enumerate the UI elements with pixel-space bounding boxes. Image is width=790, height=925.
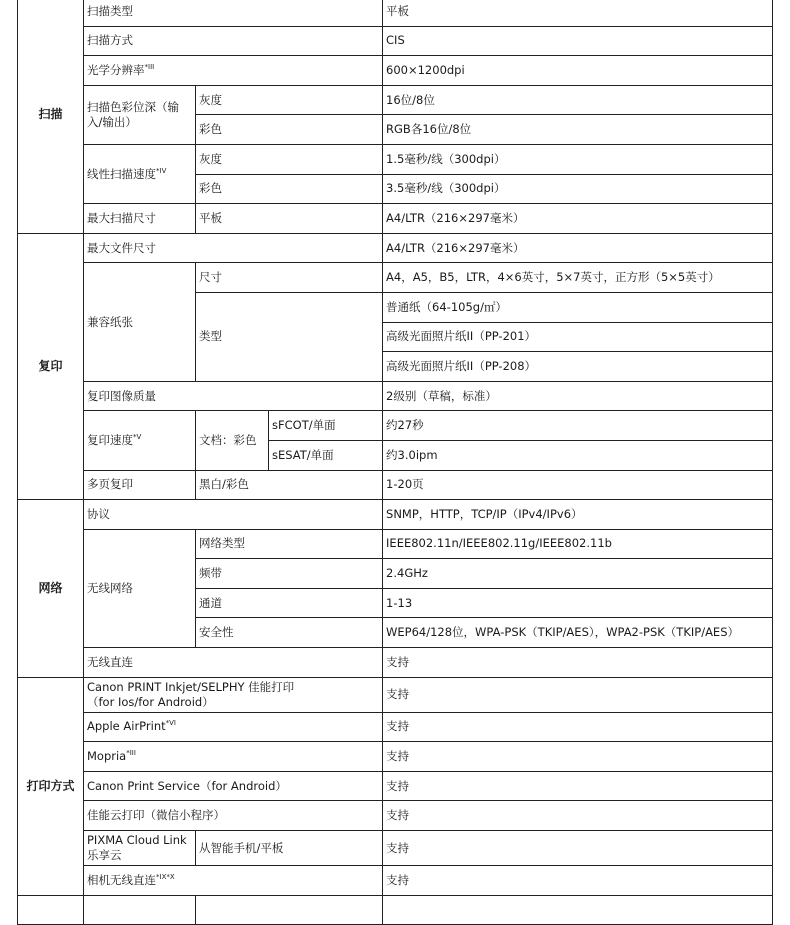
footnote-mark: *V [133,432,142,441]
table-row [18,263,773,293]
sub-label: 从智能手机/平板 [196,831,383,866]
sub-label: 安全性 [196,618,383,648]
spec-table [17,0,773,925]
table-row [18,771,773,801]
row-value: A4/LTR（216×297毫米） [383,233,773,263]
table-row [18,470,773,500]
row-value: IEEE802.11n/IEEE802.11g/IEEE802.11b [383,529,773,559]
table-row [18,56,773,86]
row-value: 1.5毫秒/线（300dpi） [383,144,773,174]
table-row [18,0,773,26]
row-value: 高级光面照片纸II（PP-201） [383,322,773,352]
footnote-mark: *VI [165,719,176,728]
row-label: 扫描方式 [84,26,383,56]
sub-label: 平板 [196,204,383,234]
label-line: Canon PRINT Inkjet/SELPHY 佳能打印 [87,679,295,694]
row-value: 支持 [383,712,773,742]
row-value: 支持 [383,771,773,801]
row-value: 普通纸（64-105g/㎡） [383,292,773,322]
row-value: 支持 [383,831,773,866]
row-label: 扫描类型 [84,0,383,26]
row-label: 无线网络 [84,529,196,647]
row-value: 平板 [383,0,773,26]
row-label [84,677,383,712]
table-row [18,831,773,866]
row-label: Canon Print Service（for Android） [84,771,383,801]
category-print-methods: 打印方式 [18,677,84,895]
category-scan: 扫描 [18,0,84,233]
row-value: 16位/8位 [383,85,773,115]
sub-label: 类型 [196,292,383,381]
row-label [84,866,383,896]
sub-label: 灰度 [196,85,383,115]
category-network: 网络 [18,500,84,678]
row-label: 兼容纸张 [84,263,196,381]
row-label [84,144,196,203]
footnote-mark: *III [144,62,155,71]
row-value: 支持 [383,677,773,712]
label-text: Apple AirPrint [87,719,166,734]
label-text: 线性扫描速度 [87,166,156,181]
row-label: 复印图像质量 [84,381,383,411]
label-line: 乐享云 [87,848,122,863]
row-value: 3.5毫秒/线（300dpi） [383,174,773,204]
row-value: 支持 [383,648,773,678]
row-label: 最大扫描尺寸 [84,204,196,234]
row-value: 2级别（草稿，标准） [383,381,773,411]
row-value: 2.4GHz [383,559,773,589]
label-text: 相机无线直连 [87,872,156,887]
row-value: 高级光面照片纸II（PP-208） [383,352,773,382]
sub-label: sESAT/单面 [269,440,383,470]
table-row [18,233,773,263]
sub-label: 通道 [196,588,383,618]
row-label: 扫描色彩位深（输入/输出） [84,85,196,144]
label-line: PIXMA Cloud Link [87,833,187,848]
row-value: 支持 [383,742,773,772]
sub-label: 彩色 [196,174,383,204]
table-row [18,712,773,742]
label-text: Mopria [87,749,127,764]
row-label [84,411,196,470]
row-value: 1-20页 [383,470,773,500]
footnote-mark: *IX*X [156,872,175,881]
row-label: 多页复印 [84,470,196,500]
row-value: 1-13 [383,588,773,618]
sub-label: 彩色 [196,115,383,145]
row-label: 最大文件尺寸 [84,233,383,263]
sub-label: 频带 [196,559,383,589]
label-line: （for Ios/for Android） [87,694,214,709]
footnote-mark: *III [126,749,136,758]
table-row [18,26,773,56]
table-row [18,411,773,441]
row-label [84,712,383,742]
table-row [18,742,773,772]
row-label: 协议 [84,500,383,530]
label-text: 光学分辨率 [87,62,145,77]
sub-label: 灰度 [196,144,383,174]
row-value: RGB各16位/8位 [383,115,773,145]
row-label [84,742,383,772]
sub-label: 黑白/彩色 [196,470,383,500]
row-value: WEP64/128位，WPA-PSK（TKIP/AES），WPA2-PSK（TKIP/AES） [383,618,773,648]
row-value: 支持 [383,801,773,831]
row-value: 约3.0ipm [383,440,773,470]
row-label: 无线直连 [84,648,383,678]
row-value: 600×1200dpi [383,56,773,86]
footnote-mark: *IV [156,166,167,175]
label-text: 复印速度 [87,432,133,447]
row-value: 约27秒 [383,411,773,441]
row-value: CIS [383,26,773,56]
row-label [84,831,196,866]
table-row [18,381,773,411]
table-row [18,801,773,831]
sub-label: 网络类型 [196,529,383,559]
row-label: 佳能云打印（微信小程序） [84,801,383,831]
row-label [84,56,383,86]
sub-label: 尺寸 [196,263,383,293]
row-value: A4，A5，B5，LTR，4×6英寸，5×7英寸，正方形（5×5英寸） [383,263,773,293]
table-row [18,529,773,559]
table-row [18,85,773,115]
table-row [18,866,773,896]
sub-label: 文档：彩色 [196,411,269,470]
table-row [18,648,773,678]
sub-label: sFCOT/单面 [269,411,383,441]
category-copy: 复印 [18,233,84,499]
table-row [18,144,773,174]
row-value: A4/LTR（216×297毫米） [383,204,773,234]
row-value: SNMP，HTTP，TCP/IP（IPv4/IPv6） [383,500,773,530]
table-row [18,500,773,530]
table-row [18,204,773,234]
row-value: 支持 [383,866,773,896]
table-row [18,677,773,712]
